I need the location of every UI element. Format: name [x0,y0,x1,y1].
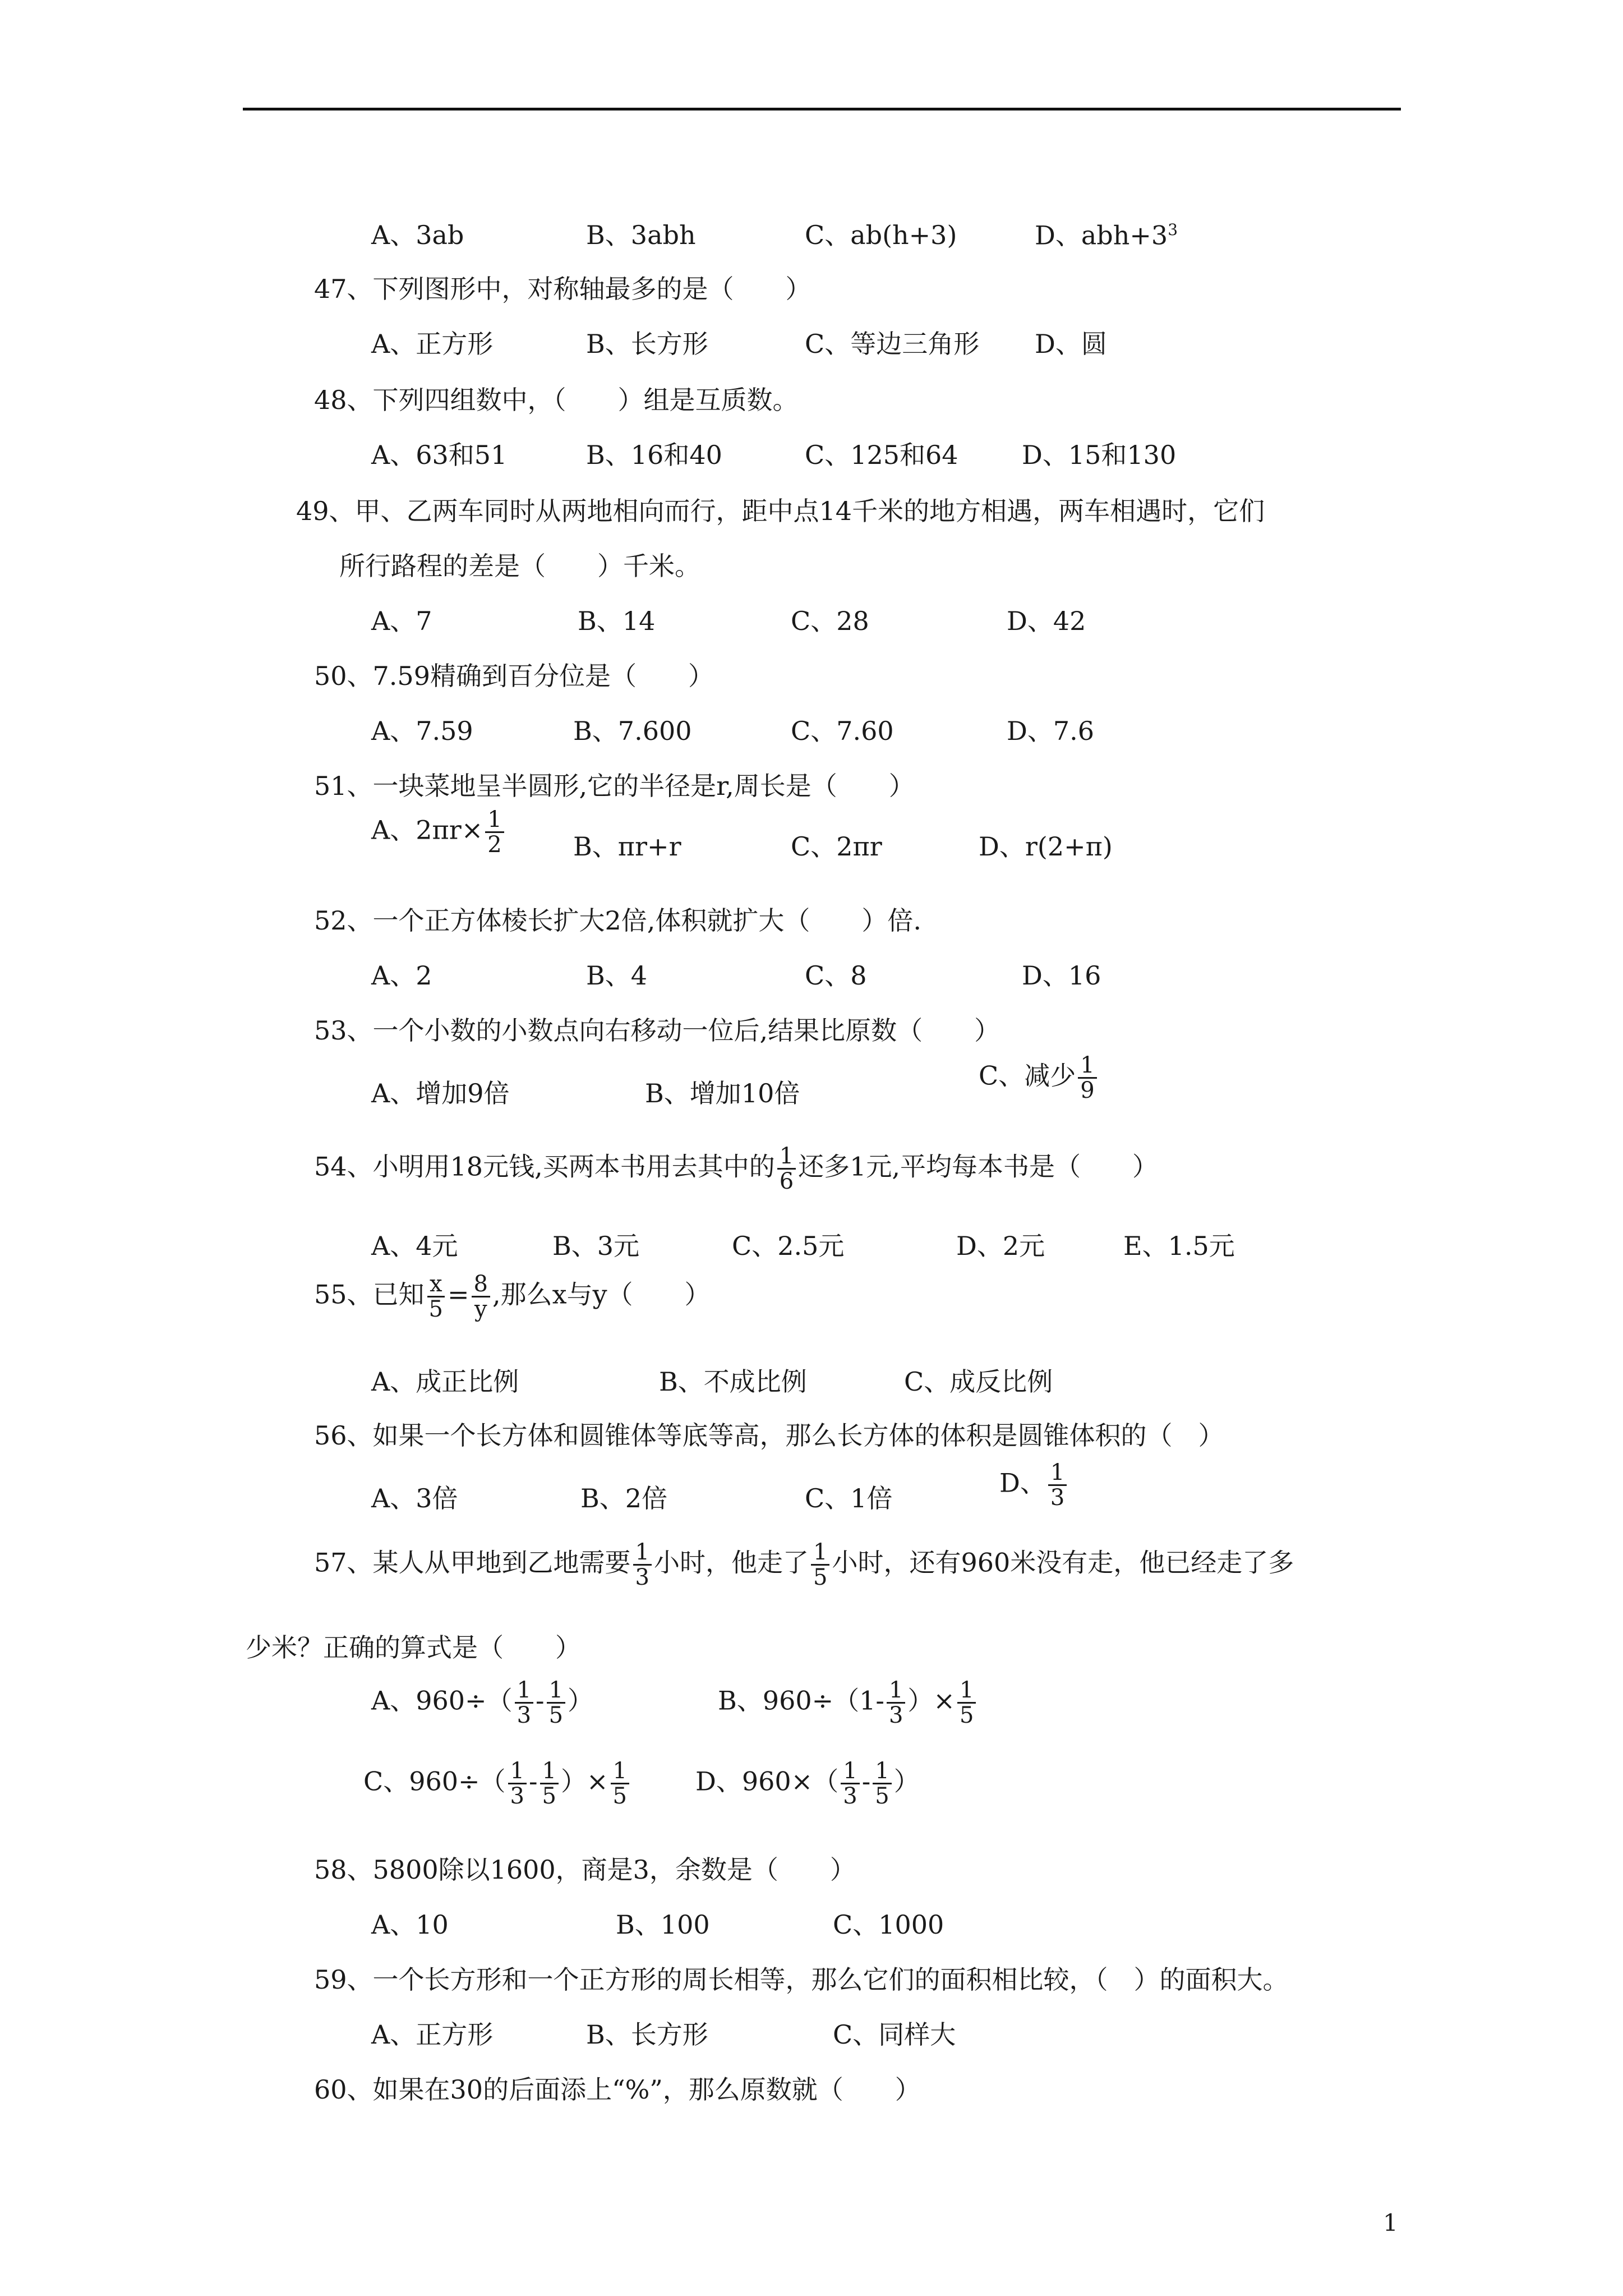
q54-stem: 54、小明用18元钱,买两本书用去其中的 $\frac{1}{6}$ 还多1元,平均每本书是（ ） [314,1143,1159,1194]
q53-stem: 53、一个小数的小数点向右移动一位后,结果比原数（ ） [314,1015,1000,1046]
q58-stem: 58、5800除以1600，商是3，余数是（ ） [314,1855,856,1885]
q53-option-c: C、减少 $\frac{1}{9}$ [979,1053,1099,1102]
q52-option-b: B、4 [586,960,648,991]
q52-option-d: D、16 [1022,960,1101,991]
q59-option-a: A、正方形 [371,2019,494,2050]
q50-option-b: B、7.600 [573,716,692,746]
q54-option-d: D、2元 [956,1231,1045,1261]
q57-stem-line-2: 少米？正确的算式是（ ） [246,1632,581,1663]
q51-stem: 51、一块菜地呈半圆形,它的半径是r,周长是（ ） [314,771,915,801]
fraction-x-over-5: $\frac{x}{5}$ [427,1272,445,1321]
q48-option-a: A、63和51 [371,440,508,470]
q57-option-b: B、960÷（1- $\frac{1}{3}$ ）× $\frac{1}{5}$ [718,1678,978,1727]
q50-option-d: D、7.6 [1007,716,1095,746]
q50-stem: 50、7.59精确到百分位是（ ） [314,661,714,691]
q47-option-a: A、正方形 [371,329,494,359]
q56-option-d: D、 $\frac{1}{3}$ [999,1461,1069,1510]
q59-option-c: C、同样大 [833,2019,956,2050]
q57-option-d: D、960×（ $\frac{1}{3}$ - $\frac{1}{5}$ ） [695,1758,920,1809]
q54-option-a: A、4元 [371,1231,458,1261]
q55-option-c: C、成反比例 [904,1366,1053,1397]
q56-stem: 56、如果一个长方体和圆锥体等底等高，那么长方体的体积是圆锥体积的（ ） [314,1420,1224,1451]
q54-option-e: E、1.5元 [1123,1231,1235,1261]
q49-option-d: D、42 [1007,606,1086,636]
q50-option-a: A、7.59 [371,716,473,746]
q51-option-b: B、πr+r [573,831,681,862]
fraction-one-half: $\frac{1}{2}$ [485,808,504,857]
q48-stem: 48、下列四组数中，（ ）组是互质数。 [314,385,799,415]
q47-option-c: C、等边三角形 [805,329,980,359]
q58-option-a: A、10 [371,1910,449,1940]
q48-option-d: D、15和130 [1022,440,1177,470]
q55-option-a: A、成正比例 [371,1366,519,1397]
q52-option-a: A、2 [371,960,432,991]
q59-stem: 59、一个长方形和一个正方形的周长相等，那么它们的面积相比较，（ ）的面积大。 [314,1964,1289,1995]
q53-option-b: B、增加10倍 [645,1078,800,1108]
q46-option-d: D、$abh+3^3$ [1035,220,1178,251]
q49-option-b: B、14 [578,606,656,636]
fraction-one-ninth: $\frac{1}{9}$ [1078,1053,1096,1102]
q49-option-c: C、28 [791,606,869,636]
q48-option-b: B、16和40 [586,440,722,470]
q47-option-b: B、长方形 [586,329,708,359]
q57-option-a: A、960÷（ $\frac{1}{3}$ - $\frac{1}{5}$ ） [371,1677,594,1728]
q46-option-a: A、3ab [371,220,464,250]
q56-option-b: B、2倍 [580,1483,668,1513]
q47-stem: 47、下列图形中，对称轴最多的是（ ） [314,274,811,304]
q57-stem-line-1: 57、某人从甲地到乙地需要 $\frac{1}{3}$ 小时，他走了 $\frac{1}{5}$ 小时，还有960米没有走，他已经走了多 [314,1539,1294,1590]
q58-option-b: B、100 [616,1910,710,1940]
q53-option-a: A、增加9倍 [371,1078,510,1108]
q52-option-c: C、8 [805,960,867,991]
q49-stem-line-2: 所行路程的差是（ ）千米。 [339,551,700,581]
q60-stem: 60、如果在30的后面添上“%”，那么原数就（ ） [314,2074,921,2105]
q51-option-d: D、r(2+π) [979,831,1113,862]
q48-option-c: C、125和64 [805,440,958,470]
q57-option-c: C、960÷（ $\frac{1}{3}$ - $\frac{1}{5}$ ）× $\frac{1}{5}$ [363,1759,631,1808]
q52-stem: 52、一个正方体棱长扩大2倍,体积就扩大（ ）倍. [314,905,922,936]
header-rule [243,108,1401,111]
q59-option-b: B、长方形 [586,2019,708,2050]
q49-stem-line-1: 49、甲、乙两车同时从两地相向而行，距中点14千米的地方相遇，两车相遇时，它们 [296,496,1265,526]
page-number: 1 [1383,2209,1398,2237]
q58-option-c: C、1000 [833,1910,944,1940]
q56-option-c: C、1倍 [805,1483,893,1513]
fraction-one-sixth: $\frac{1}{6}$ [777,1144,796,1193]
q49-option-a: A、7 [371,606,432,636]
q50-option-c: C、7.60 [791,716,894,746]
q46-option-c: C、ab(h+3) [805,220,957,250]
q51-option-c: C、2πr [791,831,882,862]
q55-option-b: B、不成比例 [659,1366,807,1397]
q51-option-a: A、2πr× $\frac{1}{2}$ [371,808,506,857]
q46-option-b: B、3abh [586,220,696,250]
q55-stem: 55、已知 $\frac{x}{5}$ = $\frac{8}{y}$ ,那么x与y（ ） [314,1271,711,1322]
fraction-8-over-y: $\frac{8}{y}$ [472,1272,490,1321]
q54-option-b: B、3元 [552,1231,640,1261]
fraction-one-third: $\frac{1}{3}$ [1048,1461,1067,1510]
q54-option-c: C、2.5元 [732,1231,845,1261]
q56-option-a: A、3倍 [371,1483,458,1513]
q47-option-d: D、圆 [1035,329,1107,359]
